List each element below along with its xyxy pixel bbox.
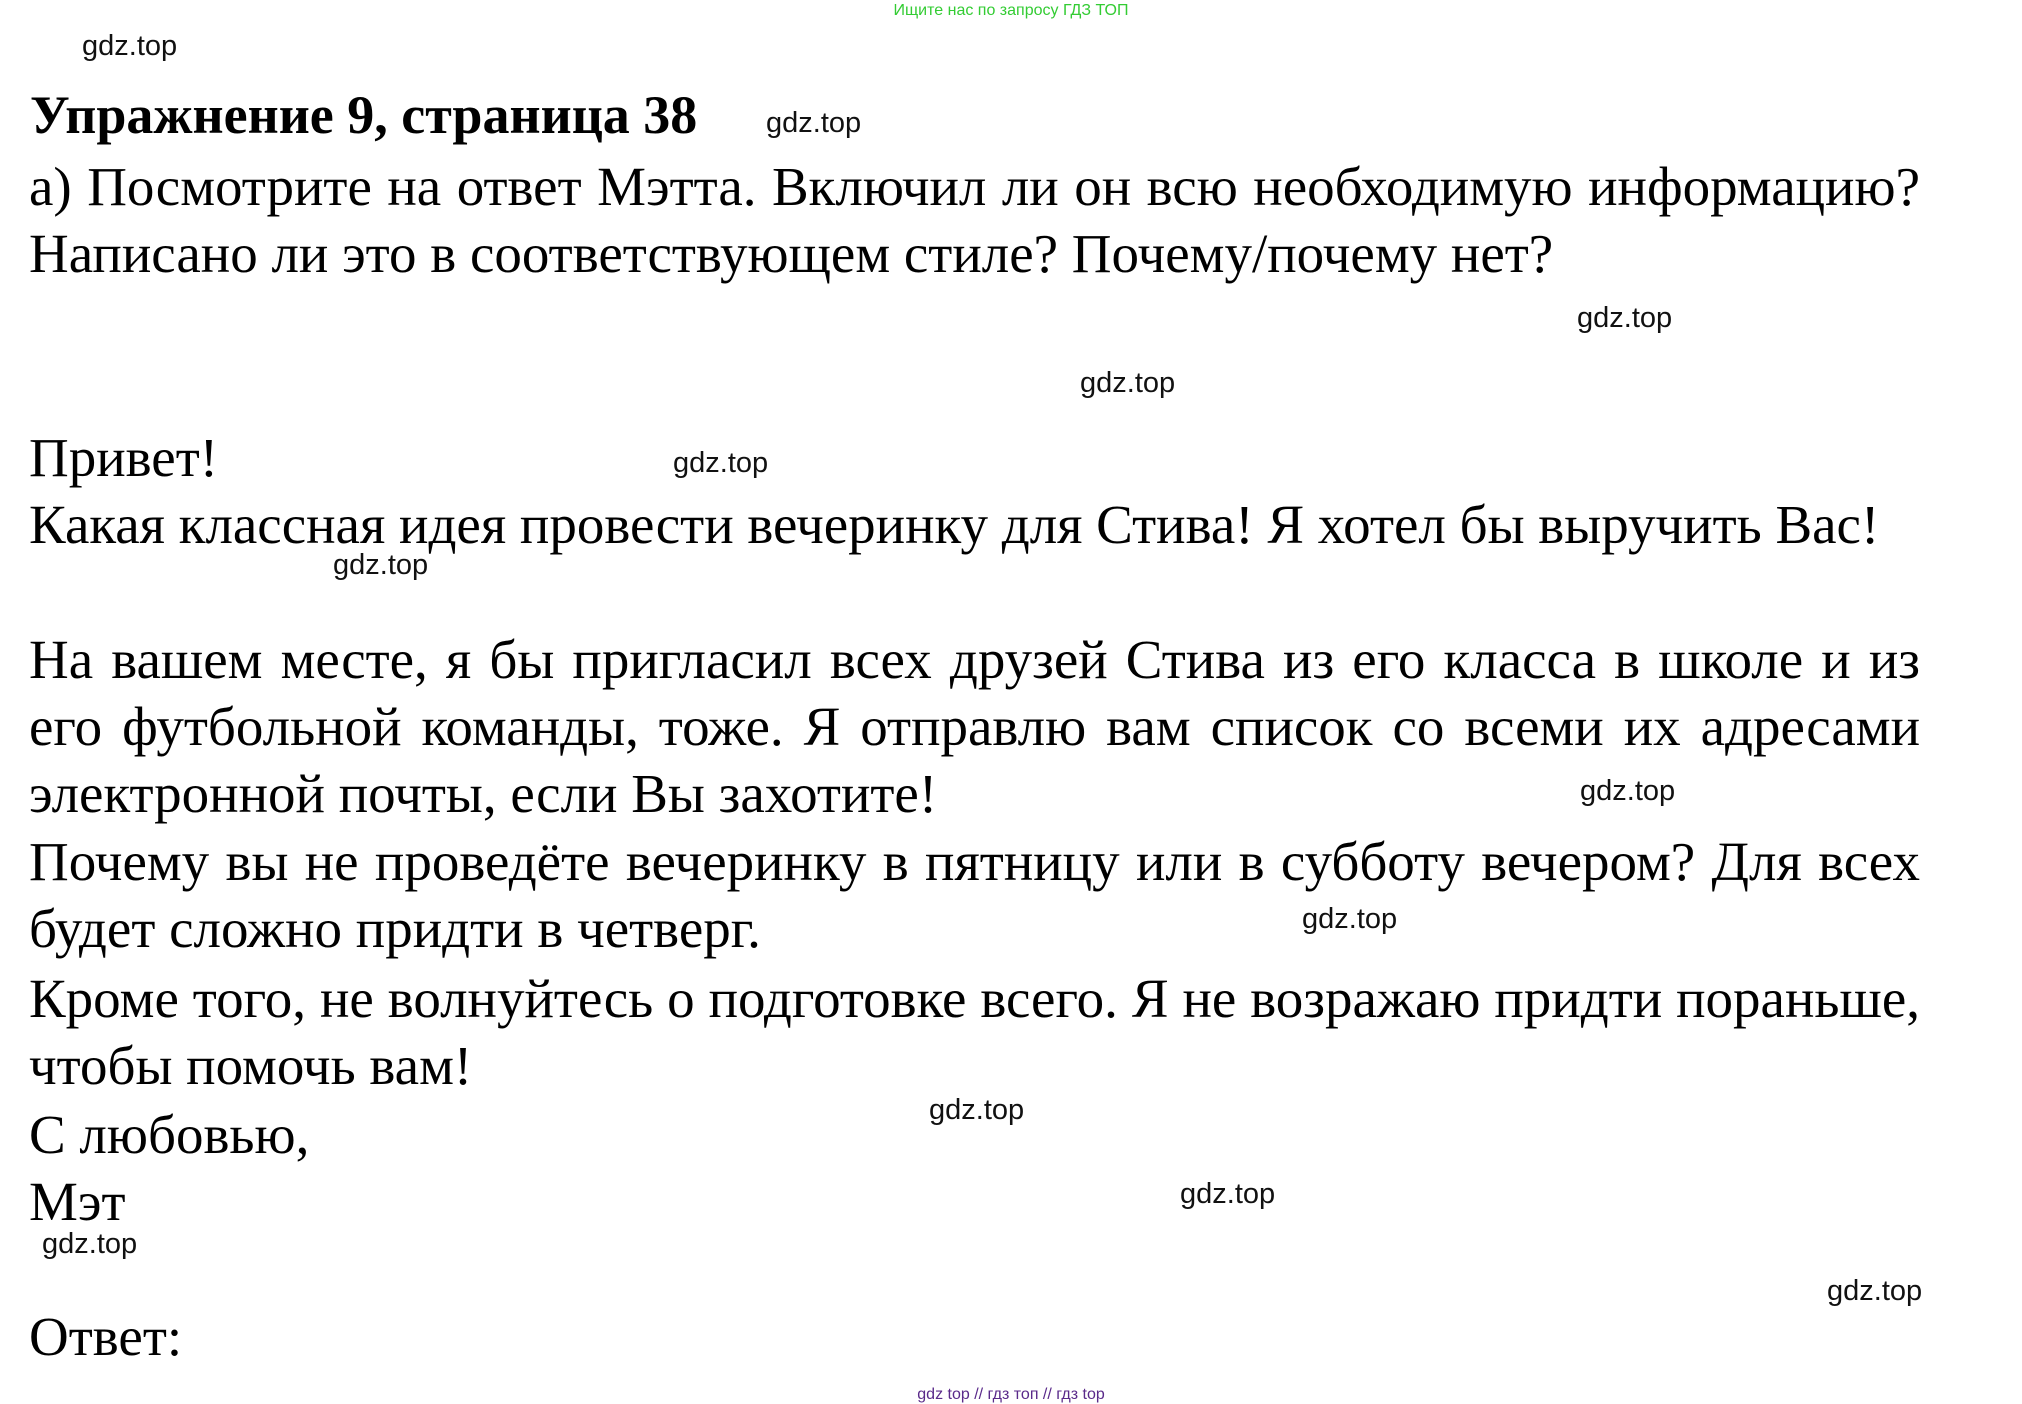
task-text: а) Посмотрите на ответ Мэтта. Включил ли он всю необходимую информацию? Написано ли это в соответствующем стиле? Почему/почему нет? (29, 156, 1920, 284)
letter-paragraph-2: На вашем месте, я бы пригласил всех друзей Стива из его класса в школе и из его футбольной команды, тоже. Я отправлю вам список со всеми их адресами электронной почты, если Вы захотите! (29, 629, 1920, 824)
watermark: gdz.top (1080, 367, 1176, 399)
watermark: gdz.top (1180, 1178, 1276, 1210)
watermark: gdz.top (929, 1094, 1025, 1126)
watermark: gdz.top (82, 30, 178, 62)
letter-paragraph-1: Какая классная идея провести вечеринку для Стива! Я хотел бы выручить Вас! (29, 494, 1880, 555)
watermark: gdz.top (1302, 903, 1398, 935)
watermark: gdz.top (673, 447, 769, 479)
watermark: gdz.top (766, 107, 862, 139)
watermark: gdz.top (1577, 302, 1673, 334)
bottom-banner: gdz top // гдз топ // гдз top (917, 1386, 1105, 1403)
letter-signature: Мэт (29, 1171, 126, 1232)
top-banner: Ищите нас по запросу ГДЗ ТОП (893, 2, 1129, 19)
watermark: gdz.top (1827, 1275, 1923, 1307)
answer-label: Ответ: (29, 1306, 183, 1367)
page-title: Упражнение 9, страница 38 (30, 85, 698, 145)
watermark: gdz.top (42, 1228, 138, 1260)
watermark: gdz.top (1580, 775, 1676, 807)
letter-closing: С любовью, (29, 1104, 310, 1165)
letter-greeting: Привет! (29, 427, 219, 488)
letter-paragraph-4: Кроме того, не волнуйтесь о подготовке всего. Я не возражаю придти пораньше, чтобы помочь вам! (29, 968, 1920, 1096)
letter-paragraph-3: Почему вы не проведёте вечеринку в пятницу или в субботу вечером? Для всех будет сложно придти в четверг. (29, 831, 1920, 959)
watermark: gdz.top (333, 549, 429, 581)
